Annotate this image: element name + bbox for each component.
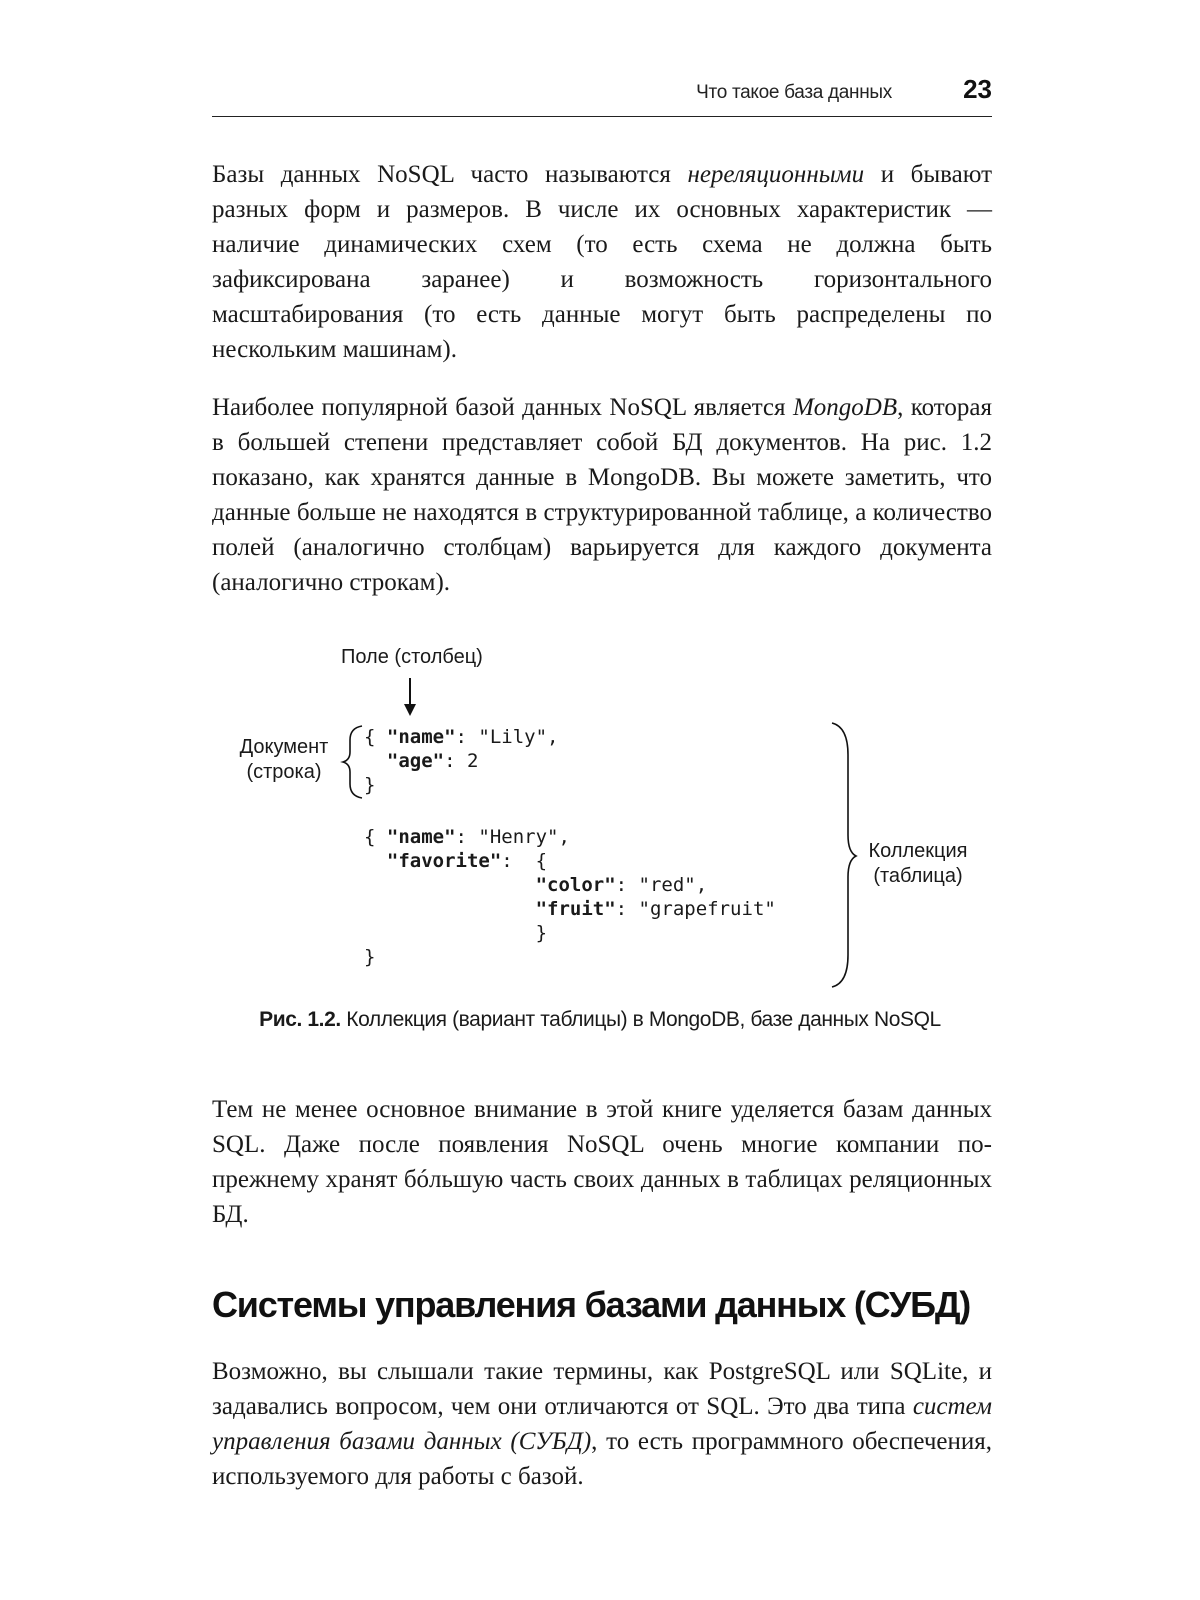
caption-number: Рис. 1.2. bbox=[259, 1008, 341, 1031]
emphasis-nonrelational: нереляционными bbox=[687, 161, 865, 188]
paragraph-dbms: Возможно, вы слышали такие термины, как PostgreSQL или SQLite, и задавались вопросом, чем они отличаются от SQL. Это два типа систем управления базами данных (СУБД), то есть программного обеспечения, используемого для работы с базой. bbox=[212, 1358, 992, 1490]
figure-caption bbox=[0, 1008, 1200, 1032]
paragraph-nosql-intro: Базы данных NoSQL часто называются нереляционными и бывают разных форм и размеров. В числе их основных характеристик — наличие динамических схем (то есть схема не должна быть зафиксирована заранее) и возможность горизонтального масштабирования (то есть данные могут быть распределены по нескольким машинам). bbox=[212, 161, 992, 363]
field-arrow-head bbox=[404, 704, 416, 716]
page-number: 23 bbox=[963, 74, 992, 104]
paragraph-mongodb: Наиболее популярной базой данных NoSQL является MongoDB, которая в большей степени представляет собой БД документов. На рис. 1.2 показано, как хранятся данные в MongoDB. Вы можете заметить, что данные больше не находятся в структурированной таблице, а количество полей (аналогично столбцам) варьируется для каждого документа (аналогично строкам). bbox=[212, 394, 992, 596]
running-title: Что такое база данных bbox=[696, 82, 892, 103]
collection-table-label: Коллекция (таблица) bbox=[868, 840, 968, 887]
caption-text: Коллекция (вариант таблицы) в MongoDB, базе данных NoSQL bbox=[340, 1008, 941, 1031]
paragraph-sql-focus: Тем не менее основное внимание в этой книге уделяется базам данных SQL. Даже после появления NoSQL очень многие компании по-прежнему хранят бóльшую часть своих данных в таблицах реляционных БД. bbox=[212, 1096, 992, 1228]
code-document-henry: { "name": "Henry", "favorite": { "color": "red", "fruit": "grapefruit" } } bbox=[364, 826, 776, 968]
document-brace bbox=[343, 726, 362, 798]
field-column-label: Поле (столбец) bbox=[341, 646, 483, 668]
code-document-lily: { "name": "Lily", "age": 2 } bbox=[364, 726, 559, 796]
collection-brace bbox=[832, 723, 856, 987]
document-row-label: Документ (строка) bbox=[239, 736, 329, 783]
page-header bbox=[212, 66, 992, 117]
section-heading: Системы управления базами данных (СУБД) bbox=[212, 1284, 971, 1325]
emphasis-dbms: систем управления базами данных (СУБД) bbox=[212, 1393, 992, 1455]
emphasis-mongodb: MongoDB bbox=[792, 394, 898, 421]
